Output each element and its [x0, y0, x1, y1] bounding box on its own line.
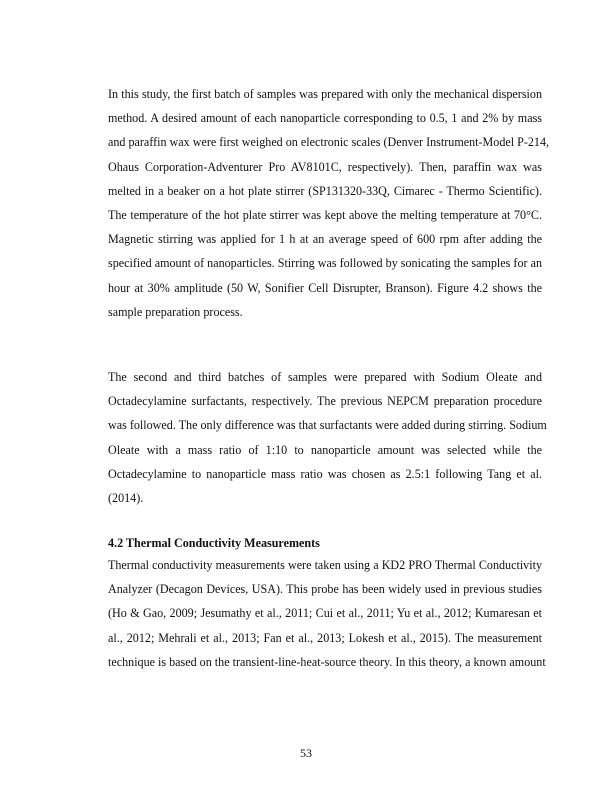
section-heading: 4.2 Thermal Conductivity Measurements [108, 536, 320, 550]
text-line: al., 2012; Mehrali et al., 2013; Fan et al., 2013; Lokesh et al., 2015). The measurement [108, 630, 542, 645]
text-line: Octadecylamine to nanoparticle mass ratio was chosen as 2.5:1 following Tang et al. [108, 466, 542, 481]
text-line: was followed. The only difference was that surfactants were added during stirring. Sodium [108, 418, 547, 433]
text-line: The temperature of the hot plate stirrer was kept above the melting temperature at 70°C. [108, 207, 542, 222]
text-line: The second and third batches of samples were prepared with Sodium Oleate and [108, 370, 542, 384]
text-line: (2014). [108, 490, 144, 505]
text-line: and paraffin wax were first weighed on electronic scales (Denver Instrument-Model P-214, [108, 135, 550, 150]
text-line: melted in a beaker on a hot plate stirrer (SP131320-33Q, Cimarec - Thermo Scientific). [108, 183, 542, 198]
text-line: In this study, the first batch of samples was prepared with only the mechanical dispersion [108, 87, 542, 101]
text-line: hour at 30% amplitude (50 W, Sonifier Cell Disrupter, Branson). Figure 4.2 shows the [108, 280, 542, 295]
text-line: Thermal conductivity measurements were taken using a KD2 PRO Thermal Conductivity [108, 558, 542, 572]
text-line: Oleate with a mass ratio of 1:10 to nanoparticle amount was selected while the [108, 442, 542, 457]
text-line: specified amount of nanoparticles. Stirring was followed by sonicating the samples for an [108, 256, 542, 271]
paragraph-thermal-conductivity [108, 557, 546, 678]
page-number: 53 [300, 746, 312, 760]
text-line: method. A desired amount of each nanoparticle corresponding to 0.5, 1 and 2% by mass [108, 111, 542, 126]
paragraph-surfactants [108, 369, 547, 514]
text-line: (Ho & Gao, 2009; Jesumathy et al., 2011; Cui et al., 2011; Yu et al., 2012; Kumaresan et [108, 606, 542, 621]
text-line: Analyzer (Decagon Devices, USA). This probe has been widely used in previous studies [108, 582, 542, 597]
text-line: technique is based on the transient-line-heat-source theory. In this theory, a known amount [108, 654, 546, 669]
text-line: Ohaus Corporation-Adventurer Pro AV8101C, respectively). Then, paraffin wax was [108, 159, 542, 174]
paragraph-sample-preparation [108, 86, 550, 328]
text-line: sample preparation process. [108, 304, 243, 319]
text-line: Octadecylamine surfactants, respectively. The previous NEPCM preparation procedure [108, 394, 542, 409]
text-line: Magnetic stirring was applied for 1 h at an average speed of 600 rpm after adding the [108, 232, 542, 247]
